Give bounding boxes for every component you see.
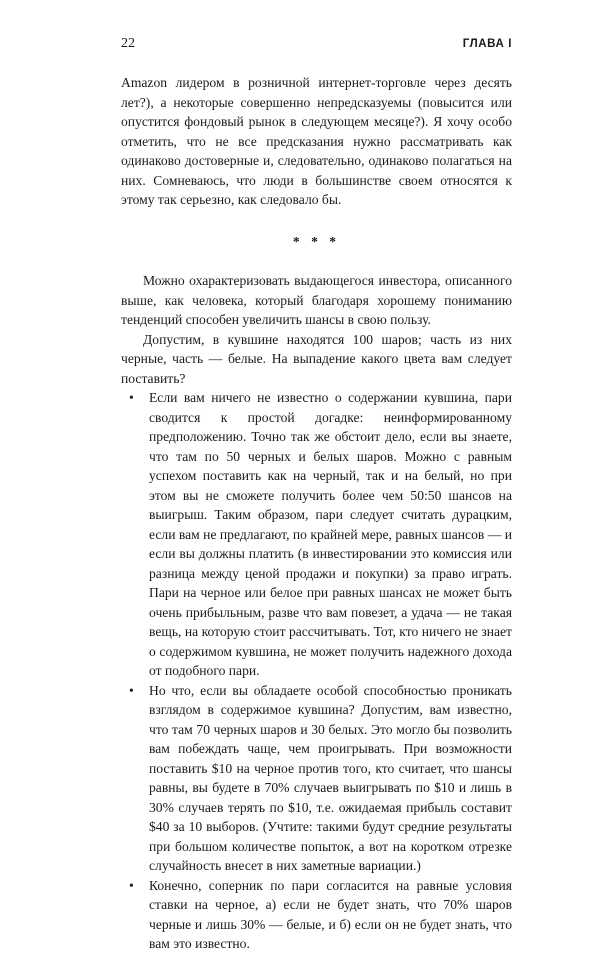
bullet-text-1: Если вам ничего не известно о содержании кувшина, пари сводится к простой догадке: неинформированному предположению. Точно так же обстоит дело, если вы знаете, что там по 50 черных и белых шаров. Можно с равным успехом поставить как на черный, так и на белый, но при этом вы не сможете получить более чем 50:50 шансов на выигрыш. Таким образом, пари следует считать дурацким, если вам не предлагают, по крайней мере, равных шансов — и если вы должны платить (в инвестировании это комиссия или разница между ценой продажи и покупки) за право играть. Пари на черное или белое при равных шансах не может быть очень прибыльным, разве что вам повезет, а удача — не такая вещь, на которую стоит рассчитывать. Тот, кто ничего не знает о содержимом кувшина, не может получить надежного дохода от подобного пари.: [149, 390, 512, 678]
paragraph-2: Можно охарактеризовать выдающегося инвестора, описанного выше, как человека, который благодаря хорошему пониманию тенденций способен увеличить шансы в свою пользу.: [121, 273, 512, 327]
bullet-marker: •: [129, 682, 134, 698]
page-body: [121, 73, 512, 954]
paragraph-1: Amazon лидером в розничной интернет-торговле через десять лет?), а некоторые совершенно непредсказуемы (повысится или опустится фондовый рынок в следующем месяце?). Я хочу особо отметить, что не все предсказания нужно рассматривать как одинаково достоверные и, следовательно, одинаково полагаться на них. Сомневаюсь, что люди в большинстве своем относятся к этому так серьезно, как следовало бы.: [121, 75, 512, 207]
bullet-item-1: [121, 388, 512, 681]
bullet-marker: •: [129, 390, 134, 405]
paragraph-3: Допустим, в кувшине находятся 100 шаров; часть из них черные, часть — белые. На выпадение какого цвета вам следует поставить?: [121, 331, 512, 386]
section-separator: * * *: [292, 233, 341, 249]
bullet-text-2: Но что, если вы обладаете особой способностью проникать взглядом в содержимое кувшина? Допустим, вам известно, что там 70 черных шаров и 30 белых. Это могло бы позволить вам побеждать чаще, чем проигрывать. При возможности поставить $10 на черное против того, кто считает, что шансы равны, вы будете в 70% случаев выигрывать по $10 и лишь в 30% случаев терять по $10, т.е. ожидаемая прибыль составит $40 за 10 выборов. (Учтите: такими будут средние результаты при большом количестве попыток, а вот на коротком отрезке случайность внесет в них заметные вариации.): [149, 682, 512, 873]
chapter-header: ГЛАВА I: [462, 38, 512, 50]
bullet-item-2: [121, 681, 512, 876]
bullet-list: [121, 388, 512, 954]
bullet-marker: •: [129, 877, 134, 893]
page-number: 22: [121, 36, 135, 51]
bullet-item-3: [121, 876, 512, 954]
bullet-text-3: Конечно, соперник по пари согласится на равные условия ставки на черное, а) если не будет знать, что 70% шаров черные и лишь 30% — белые, и б) если он не будет знать, что вам это известно.: [149, 877, 512, 951]
